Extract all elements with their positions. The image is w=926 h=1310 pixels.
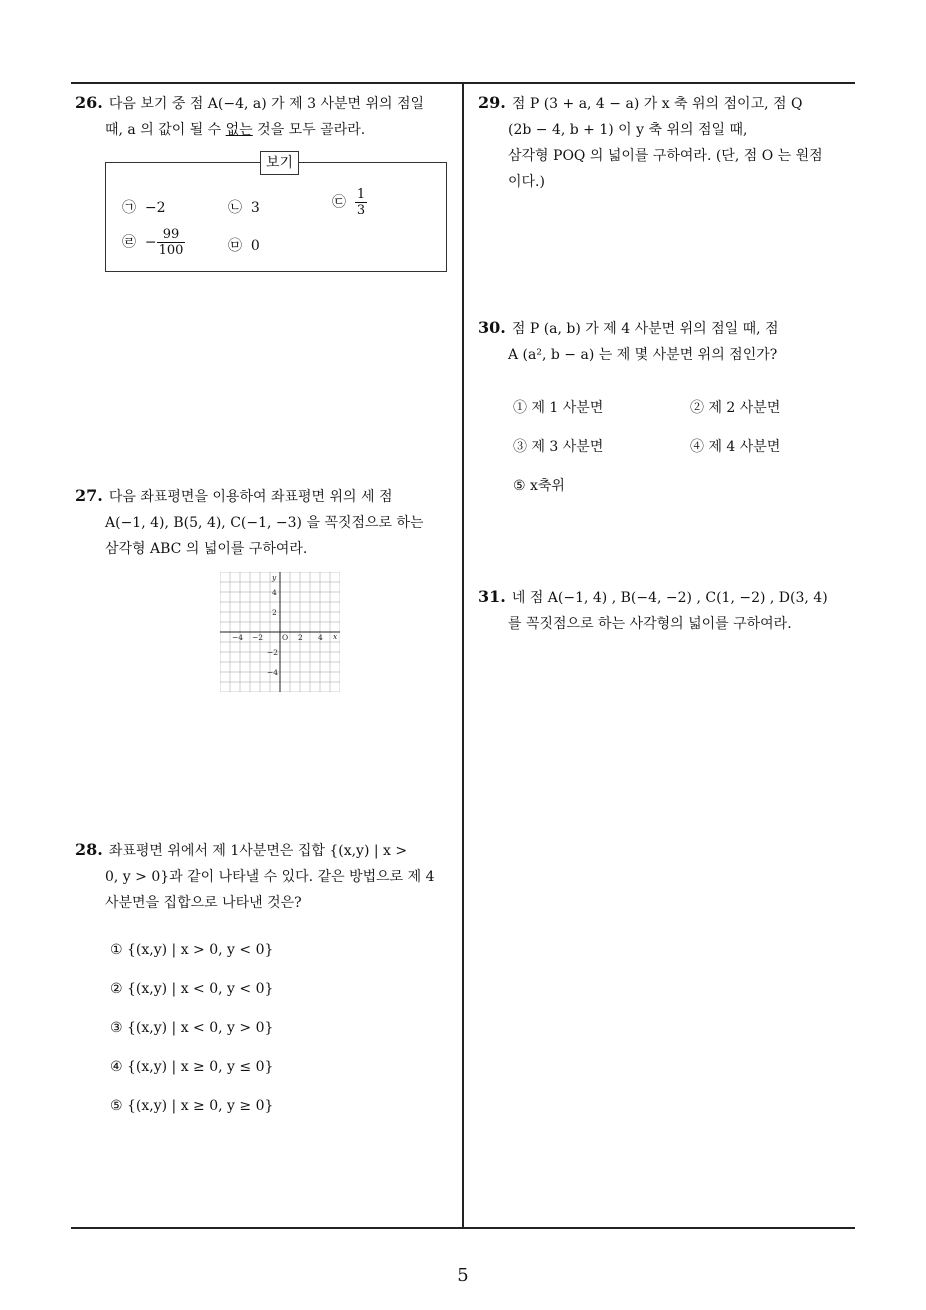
question-text: 다음 보기 중 점 A(−4, a) 가 제 3 사분면 위의 점일	[108, 96, 425, 112]
choice-3[interactable]: ③ {(x,y) | x < 0, y > 0}	[110, 1020, 274, 1036]
fraction: $\frac{1}{3}$	[356, 187, 366, 218]
choice-1[interactable]: ① 제 1 사분면	[513, 400, 604, 416]
bottom-rule	[71, 1227, 855, 1229]
question-number: 29.	[478, 93, 506, 112]
question-text: 네 점 A(−1, 4) , B(−4, −2) , C(1, −2) , D(3, 4)	[511, 590, 828, 606]
x-axis-label: x	[333, 632, 338, 641]
bogi-item-4: ㉣ − $\frac{99}{100}$	[122, 227, 184, 258]
question-text: 를 꼭짓점으로 하는 사각형의 넓이를 구하여라.	[508, 616, 792, 632]
question-26	[75, 90, 460, 143]
underlined-word: 없는	[225, 122, 253, 138]
question-number: 30.	[478, 318, 506, 337]
question-text: 때, a 의 값이 될 수	[105, 122, 226, 138]
question-28	[75, 837, 460, 916]
bogi-item-1: ㉠ −2	[122, 200, 166, 216]
question-text: 0, y > 0}과 같이 나타낼 수 있다. 같은 방법으로 제 4	[105, 869, 435, 885]
choice-2[interactable]: ② 제 2 사분면	[690, 400, 781, 416]
tick-label: 2	[298, 633, 303, 642]
question-text: 좌표평면 위에서 제 1사분면은 집합 {(x,y) | x >	[108, 843, 408, 859]
tick-label: −2	[267, 648, 279, 657]
question-text: A (a², b − a) 는 제 몇 사분면 위의 점인가?	[508, 347, 778, 363]
coordinate-grid	[220, 572, 340, 692]
tick-label: 2	[272, 608, 277, 617]
y-axis-label: y	[272, 573, 277, 582]
origin-label: O	[282, 633, 289, 642]
bogi-box	[105, 155, 447, 272]
tick-label: 4	[272, 588, 277, 597]
choice-4[interactable]: ④ 제 4 사분면	[690, 439, 781, 455]
tick-label: 4	[318, 633, 323, 642]
question-27	[75, 483, 460, 562]
question-29	[478, 90, 858, 195]
choice-5[interactable]: ⑤ {(x,y) | x ≥ 0, y ≥ 0}	[110, 1098, 274, 1114]
question-text: 삼각형 POQ 의 넓이를 구하여라. (단, 점 O 는 원점	[508, 148, 823, 164]
choice-4[interactable]: ④ {(x,y) | x ≥ 0, y ≤ 0}	[110, 1059, 274, 1075]
choice-1[interactable]: ① {(x,y) | x > 0, y < 0}	[110, 942, 274, 958]
tick-label: −4	[232, 633, 244, 642]
column-divider	[462, 83, 464, 1228]
question-text: A(−1, 4), B(5, 4), C(−1, −3) 을 꼭짓점으로 하는	[105, 515, 424, 531]
question-number: 26.	[75, 93, 103, 112]
question-text: 것을 모두 골라라.	[252, 122, 366, 138]
question-31	[478, 584, 858, 637]
bogi-item-2: ㉡ 3	[228, 200, 260, 216]
question-number: 31.	[478, 587, 506, 606]
choice-3[interactable]: ③ 제 3 사분면	[513, 439, 604, 455]
question-text: 점 P (3 + a, 4 − a) 가 x 축 위의 점이고, 점 Q	[511, 96, 803, 112]
page-number: 5	[457, 1265, 469, 1286]
question-30	[478, 315, 858, 368]
bogi-item-3: ㉢ $\frac{1}{3}$	[332, 187, 366, 218]
choice-2[interactable]: ② {(x,y) | x < 0, y < 0}	[110, 981, 274, 997]
question-text: 다음 좌표평면을 이용하여 좌표평면 위의 세 점	[108, 489, 393, 505]
tick-label: −2	[252, 633, 264, 642]
bogi-item-5: ㉤ 0	[228, 238, 260, 254]
fraction: $\frac{99}{100}$	[158, 227, 184, 258]
choice-5[interactable]: ⑤ x축위	[513, 478, 565, 494]
question-number: 27.	[75, 486, 103, 505]
question-text: 사분면을 집합으로 나타낸 것은?	[105, 895, 302, 911]
bogi-title: 보기	[260, 151, 299, 175]
question-text: 삼각형 ABC 의 넓이를 구하여라.	[105, 541, 308, 557]
question-text: 점 P (a, b) 가 제 4 사분면 위의 점일 때, 점	[511, 321, 779, 337]
question-number: 28.	[75, 840, 103, 859]
question-text: 이다.)	[508, 174, 545, 190]
question-text: (2b − 4, b + 1) 이 y 축 위의 점일 때,	[508, 122, 748, 138]
tick-label: −4	[267, 668, 279, 677]
